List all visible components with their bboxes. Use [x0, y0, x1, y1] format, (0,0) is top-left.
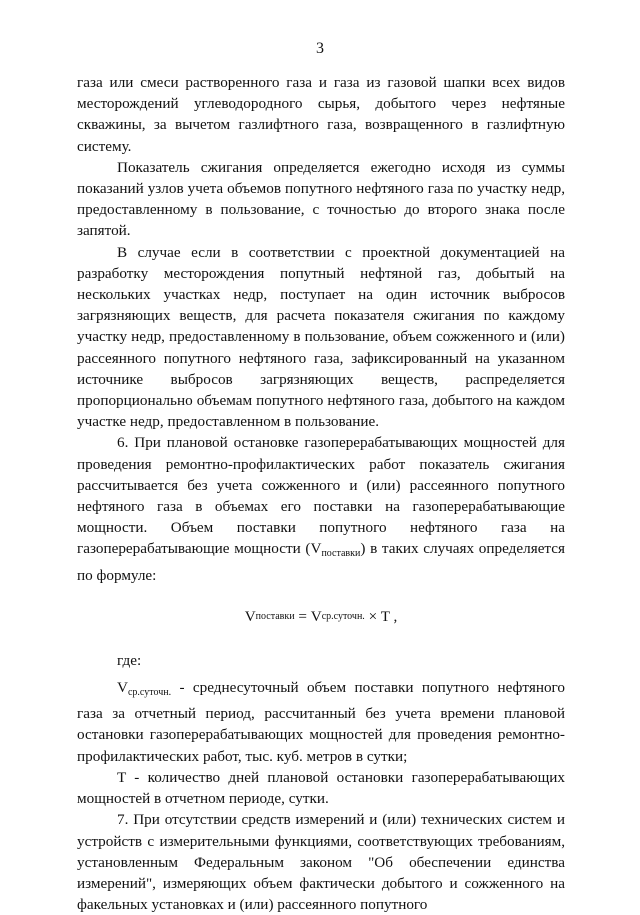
def1-var: V	[117, 679, 128, 697]
definition-days: T - количество дней плановой остановки газоперерабатывающих мощностей в отчетном периоде, сутки.	[77, 768, 565, 808]
paragraph-item-6	[77, 432, 565, 585]
formula-lhs-sub: поставки	[255, 611, 295, 623]
paragraph-item-7: 7. При отсутствии средств измерений и (или) технических систем и устройств с измерительными функциями, соответствующих требованиям, установленным Федеральным законом "Об обеспечении единства измерений", измеряющих объем фактически добытого и сожженного на факельных установках и (или) рассеянного попутного	[77, 811, 565, 914]
document-body	[77, 72, 569, 915]
item-6-text: 6. При плановой остановке газоперерабатывающих мощностей для проведения ремонтно-профилактических работ показатель сжигания рассчитывается без учета сожженного и (или) рассеянного попутного нефтяного газа в объемах его поставки на газоперерабатывающие мощности. Объем поставки попутного нефтяного газа на газоперерабатывающие мощности (V	[77, 434, 565, 558]
formula	[77, 596, 565, 638]
paragraph-burn-indicator: Показатель сжигания определяется ежегодно исходя из суммы показаний узлов учета объемов попутного нефтяного газа по участку недр, предоставленному в пользование, с точностью до второго знака после запятой.	[77, 158, 565, 240]
formula-times: × T ,	[364, 608, 398, 626]
formula-lhs-var: V	[244, 608, 256, 626]
formula-rhs-var: V	[310, 608, 322, 626]
where-label: где:	[117, 651, 142, 669]
def1-text: - среднесуточный объем поставки попутного нефтяного газа за отчетный период, рассчитанный без учета времени плановой остановки газоперерабатывающих мощностей для проведения ремонтно-профилактических работ, тыс. куб. метров в сутки;	[77, 679, 569, 765]
item-6-tail: ) в таких случаях определяется по формуле:	[77, 540, 565, 584]
def1-subscript: ср.суточн.	[127, 687, 172, 699]
paragraph-continuation: газа или смеси растворенного газа и газа из газовой шапки всех видов месторождений углеводородного сырья, добытого через нефтяные скважины, за вычетом газлифтного газа, возвращенного в газлифтную систему.	[77, 74, 565, 155]
item-6-subscript: поставки	[321, 548, 361, 560]
formula-rhs-sub: ср.суточн.	[321, 611, 365, 623]
paragraph-multiple-sites: В случае если в соответствии с проектной документацией на разработку месторождения попутный нефтяной газ, добытый на нескольких участках недр, поступает на один источник выбросов загрязняющих веществ, для расчета показателя сжигания по каждому участку недр, предоставленному в пользование, объем сожженного и (или) рассеянного попутного нефтяного газа, зафиксированный на указанном источнике выбросов загрязняющих веществ, распределяется пропорционально объемам попутного нефтяного газа, добытого на каждом участке недр, предоставленном в пользование.	[77, 243, 565, 431]
page-number: 3	[316, 40, 324, 57]
definition-daily-volume	[77, 677, 569, 767]
formula-equals: =	[294, 608, 311, 626]
